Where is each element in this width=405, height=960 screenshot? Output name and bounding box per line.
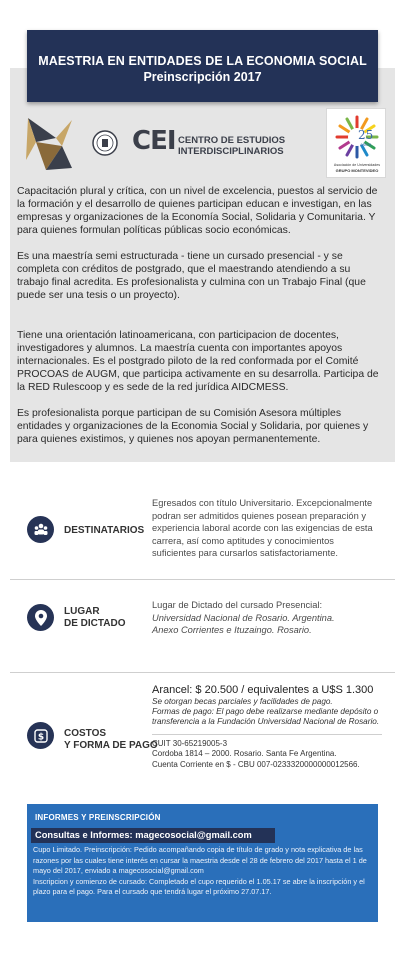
- univ-caption-1: Asociación de Universidades: [333, 163, 381, 167]
- years-number: 25: [358, 128, 374, 142]
- informes-paragraph-1: Cupo Limitado. Preinscripción: Pedido acompañando copia de título de grado y nota explicativa de las razones por las cuales tiene interés en cursar la maestria desde el 28 de febrero del 2017 hasta el 1 de mayo del 2017, enviado a magecosocial@gmail.com: [33, 845, 367, 876]
- costos-text: [152, 684, 382, 770]
- costos-divider: [152, 734, 382, 735]
- costos-label: [64, 728, 158, 752]
- lugar-label-line-2: DE DICTADO: [64, 618, 126, 629]
- star-logo-icon: [26, 116, 74, 172]
- intro-paragraph-2: Es una maestría semi estructurada - tiene un cursado presencial - y se completa con créditos de postgrado, que el maestrando atendiendo a su trabajo final acredita. Es profesionalista y culmina con un Trabajo Final (que puede ser una tesis o un proyecto).: [17, 251, 366, 301]
- lugar-line-3: Anexo Corrientes e Ituzaingo. Rosario.: [152, 625, 312, 636]
- informes-paragraph-2: Inscripcion y comienzo de cursado: Completado el cupo requerido el 1.05.17 se abre la inscripción y el plazo para el pago. Para el cursado que tendrá lugar el próximo 27.07.17.: [33, 876, 365, 897]
- group-icon: [27, 516, 54, 543]
- years-label: AÑOS: [360, 142, 372, 147]
- lugar-line-1: Lugar de Dictado del cursado Presencial:: [152, 600, 323, 610]
- location-pin-icon: [27, 604, 54, 631]
- destinatarios-text: Egresados con título Universitario. Excepcionalmente podran ser admitidos quienes posean preparación y experiencia laboral acorde con las exigencias de esta carrera, así como aptitudes y conocimientos suficientes para cursarlos satisfactoriamente.: [152, 498, 373, 559]
- univ-caption-2: GRUPO MONTEVIDEO: [335, 168, 379, 173]
- header-banner: [27, 30, 378, 102]
- account-line: Cuenta Corriente en $ - CBU 007-0233320000000012566.: [152, 759, 360, 769]
- sunburst-icon: [327, 109, 387, 163]
- cuit-line: CUIT 30-65219005-3: [152, 738, 228, 748]
- section-divider: [10, 579, 395, 580]
- contact-email[interactable]: Consultas e Informes: magecosocial@gmail.com: [31, 828, 275, 843]
- costos-label-line-1: COSTOS: [64, 728, 107, 739]
- lugar-line-2: Universidad Nacional de Rosario. Argentina.: [152, 612, 335, 623]
- logos-row: [26, 114, 381, 178]
- cei-line-2: INTERDISCIPLINARIOS: [178, 146, 284, 157]
- section-divider: [10, 672, 395, 673]
- lugar-label-line-1: LUGAR: [64, 606, 100, 617]
- lugar-label: [64, 606, 125, 630]
- lugar-text: [152, 599, 382, 637]
- becas-note: Se otorgan becas parciales y facilidades de pago.: [152, 696, 333, 706]
- page-title: MAESTRIA EN ENTIDADES DE LA ECONOMIA SOCIAL: [38, 54, 367, 68]
- university-seal-icon: [92, 130, 118, 156]
- cei-logo-mark: CEI: [132, 126, 176, 156]
- intro-paragraph-1: Capacitación plural y crítica, con un nivel de excelencia, puestos al servicio de la formación y el desarrollo de quienes participan educan e investigan, en las empresas y organizaciones de la Economía Social, Solidaria y Comunitaria. Y para quienes formulan políticas públicas socio económicas.: [17, 186, 378, 236]
- informes-panel: [27, 804, 378, 922]
- price-line: Arancel: $ 20.500 / equivalentes a U$S 1.300: [152, 684, 374, 696]
- grupo-montevideo-logo: [326, 108, 386, 178]
- dollar-icon: [27, 722, 54, 749]
- payment-note: Formas de pago: El pago debe realizarse mediante depósito o transferencia a la Fundación Universidad Nacional de Rosario.: [152, 707, 380, 727]
- informes-body: [33, 845, 373, 898]
- destinatarios-label: DESTINATARIOS: [64, 525, 145, 536]
- page-subtitle: Preinscripción 2017: [143, 70, 262, 84]
- address-line: Cordoba 1814 – 2000. Rosario. Santa Fe Argentina.: [152, 749, 337, 759]
- cei-line-1: CENTRO DE ESTUDIOS: [178, 135, 286, 146]
- intro-paragraph-4: Es profesionalista porque participan de su Comisión Asesora múltiples entidades y organizaciones de la Economia Social y Solidaria, por quienes y para quienes existimos, y quienes nos apoyan permanentemente.: [17, 408, 369, 445]
- intro-paragraph-3: Tiene una orientación latinoamericana, con participacion de docentes, investigadores y alumnos. La maestría cuenta con importantes apoyos internacionales. Es el postgrado piloto de la red conformada por el Comité PROCOAS de AUGM, que participa activamente en su desarrolla. Participa de la RED Rulescoop y es sede de la red jurídica AIDCMESS.: [17, 330, 379, 393]
- informes-heading: INFORMES Y PREINSCRIPCIÓN: [35, 813, 161, 822]
- costos-label-line-2: Y FORMA DE PAGO: [64, 740, 158, 751]
- cei-logo-text: [178, 135, 285, 157]
- svg-text:$: $: [37, 732, 44, 742]
